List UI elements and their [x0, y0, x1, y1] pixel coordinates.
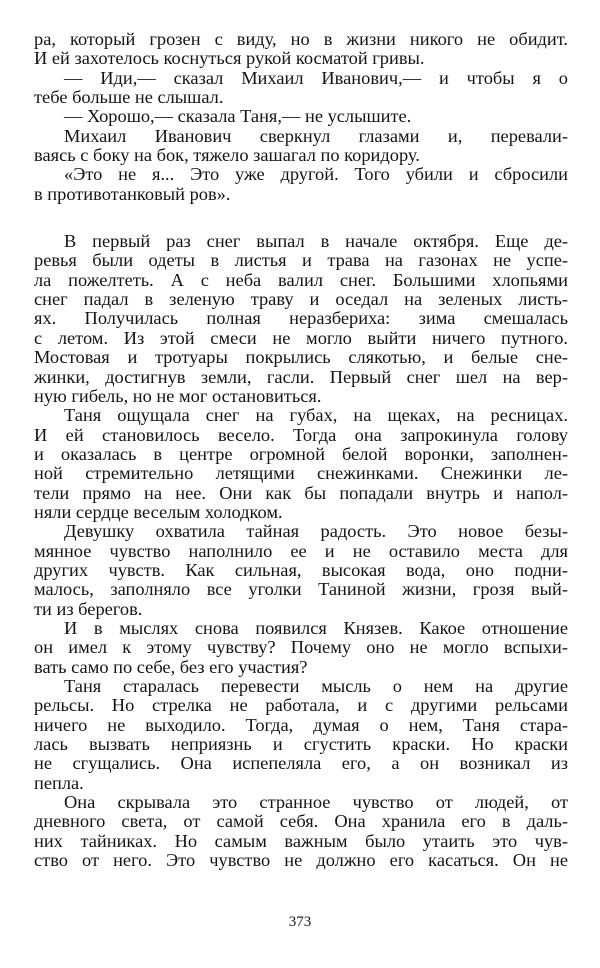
text-block-main — [34, 232, 568, 870]
page-number: 373 — [288, 914, 312, 930]
text-line: ничего не выходило. Тогда, думая о нем, Таня стара- — [34, 715, 568, 735]
text-line: в противотанковый ров». — [34, 184, 231, 204]
text-line: И в мыслях снова появился Князев. Какое отношение — [64, 618, 568, 638]
text-line: он имел к этому чувству? Почему оно не могло вспыхи- — [34, 638, 568, 658]
text-line: снег падал в зеленую траву и оседал на зеленых листь- — [34, 290, 568, 310]
text-line: ную гибель, но не мог остановиться. — [34, 386, 322, 406]
text-line: И ей становилось весело. Тогда она запрокинула голову — [34, 425, 568, 445]
text-line: вать само по себе, без его участия? — [34, 657, 308, 677]
book-page — [34, 30, 568, 870]
text-line: — Иди,— сказал Михаил Иванович,— и чтобы я о — [64, 68, 568, 88]
text-line: мянное чувство наполнило ее и не оставило места для — [34, 541, 568, 561]
text-line: няли сердце веселым холодком. — [34, 502, 283, 522]
section-break — [34, 204, 568, 232]
text-line: Михаил Иванович сверкнул глазами и, перевали- — [64, 126, 568, 146]
text-line: пепла. — [34, 773, 84, 793]
text-line: ти из берегов. — [34, 599, 143, 619]
text-line: не сгущались. Она испепеляла его, а он возникал из — [34, 754, 568, 774]
text-line: В первый раз снег выпал в начале октября. Еще де- — [64, 232, 568, 252]
text-line: них тайниках. Но самым важным было утаить это чув- — [34, 831, 568, 851]
text-line: рельсы. Но стрелка не работала, и с другими рельсами — [34, 696, 568, 716]
text-line: с летом. Из этой смеси не могло выйти ничего путного. — [34, 328, 568, 348]
text-block-top — [34, 30, 568, 204]
text-line: И ей захотелось коснуться рукой косматой гривы. — [34, 49, 425, 69]
text-line: лась вызвать неприязнь и сгустить краски. Но краски — [34, 735, 568, 755]
text-line: Она скрывала это странное чувство от людей, от — [64, 793, 568, 813]
text-line: дневного света, от самой себя. Она хранила его в даль- — [34, 812, 568, 832]
text-line: тели прямо на нее. Они как бы попадали внутрь и напол- — [34, 483, 568, 503]
text-line: ра, который грозен с виду, но в жизни никого не обидит. — [34, 30, 568, 49]
text-line: и оказалась в центре огромной белой воронки, заполнен- — [34, 444, 568, 464]
text-line: ство от него. Это чувство не должно его касаться. Он не — [34, 851, 568, 871]
text-line: Таня старалась перевести мысль о нем на другие — [64, 677, 568, 696]
text-line: — Хорошо,— сказала Таня,— не услышите. — [64, 107, 412, 127]
text-line: ревья были одеты в листья и трава на газонах не успе- — [34, 251, 568, 271]
text-line: тебе больше не слышал. — [34, 88, 224, 108]
text-line: Мостовая и тротуары покрылись слякотью, и белые сне- — [34, 348, 568, 368]
text-line: «Это не я... Это уже другой. Того убили и сбросили — [64, 165, 568, 185]
text-line: ях. Получилась полная неразбериха: зима смешалась — [34, 309, 568, 329]
text-line: жинки, достигнув земли, гасли. Первый снег шел на вер- — [34, 367, 568, 387]
text-line: Таня ощущала снег на губах, на щеках, на ресницах. — [64, 406, 568, 426]
text-line: ной стремительно летящими снежинками. Снежинки ле- — [34, 464, 568, 484]
text-line: малось, заполняло все уголки Таниной жизни, грозя вый- — [34, 580, 568, 600]
text-line: других чувств. Как сильная, высокая вода, оно подни- — [34, 560, 568, 580]
text-line: Девушку охватила тайная радость. Это новое безы- — [64, 522, 568, 542]
text-line: ла пожелтеть. А с неба валил снег. Большими хлопьями — [34, 270, 568, 290]
text-line: ваясь с боку на бок, тяжело зашагал по коридору. — [34, 146, 420, 166]
